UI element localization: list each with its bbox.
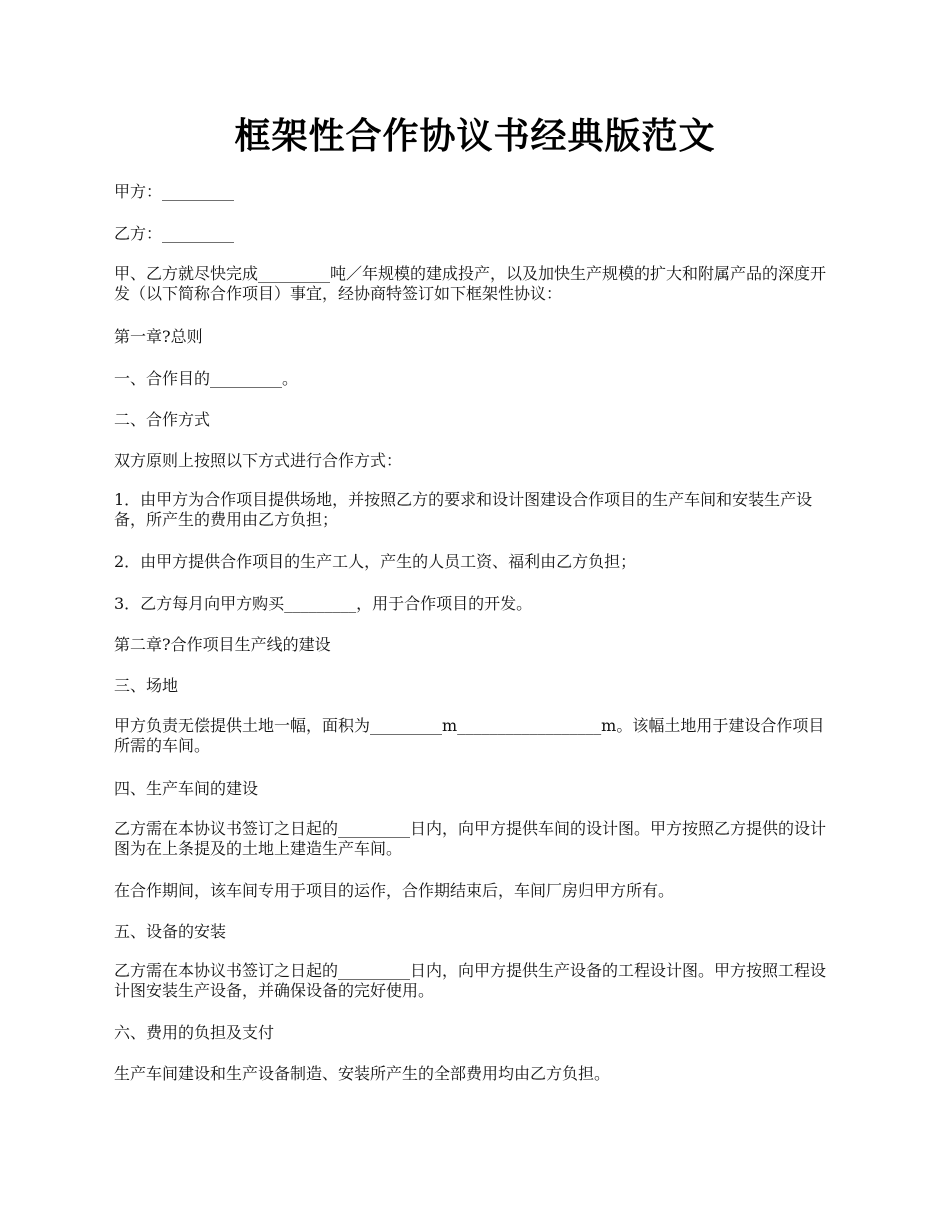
- chapter-1-heading: 第一章?总则: [114, 327, 203, 346]
- equipment-paragraph: 乙方需在本协议书签订之日起的_________日内，向甲方提供生产设备的工程设计图。甲方按照工程设计图安装生产设备，并确保设备的完好使用。: [114, 961, 827, 1000]
- preamble-paragraph: 甲、乙方就尽快完成_________吨／年规模的建成投产，以及加快生产规模的扩大和附属产品的深度开发（以下简称合作项目）事宜，经协商特签订如下框架性协议：: [114, 264, 827, 303]
- clause-3: 3．乙方每月向甲方购买_________，用于合作项目的开发。: [114, 594, 533, 613]
- section-1-heading: 一、合作目的_________。: [114, 369, 299, 388]
- party-b-line: 乙方：_________: [114, 224, 235, 243]
- section-2-heading: 二、合作方式: [114, 410, 211, 429]
- clause-2: 2．由甲方提供合作项目的生产工人，产生的人员工资、福利由乙方负担；: [114, 552, 637, 571]
- workshop-ownership-paragraph: 在合作期间，该车间专用于项目的运作，合作期结束后，车间厂房归甲方所有。: [114, 881, 675, 900]
- section-5-heading: 五、设备的安装: [114, 922, 227, 941]
- costs-paragraph: 生产车间建设和生产设备制造、安装所产生的全部费用均由乙方负担。: [114, 1064, 611, 1083]
- workshop-paragraph: 乙方需在本协议书签订之日起的_________日内，向甲方提供车间的设计图。甲方按照乙方提供的设计图为在上条提及的土地上建造生产车间。: [114, 819, 827, 858]
- party-a-line: 甲方：_________: [114, 182, 235, 201]
- section-6-heading: 六、费用的负担及支付: [114, 1023, 275, 1042]
- clause-1: 1．由甲方为合作项目提供场地，并按照乙方的要求和设计图建设合作项目的生产车间和安装生产设备，所产生的费用由乙方负担；: [114, 490, 813, 529]
- section-4-heading: 四、生产车间的建设: [114, 779, 259, 798]
- document-title: 框架性合作协议书经典版范文: [234, 115, 716, 157]
- site-paragraph: 甲方负责无偿提供土地一幅，面积为_________m__________________m。该幅土地用于建设合作项目所需的车间。: [114, 716, 825, 755]
- cooperation-intro: 双方原则上按照以下方式进行合作方式：: [114, 451, 403, 470]
- chapter-2-heading: 第二章?合作项目生产线的建设: [114, 635, 331, 654]
- section-3-heading: 三、场地: [114, 676, 179, 695]
